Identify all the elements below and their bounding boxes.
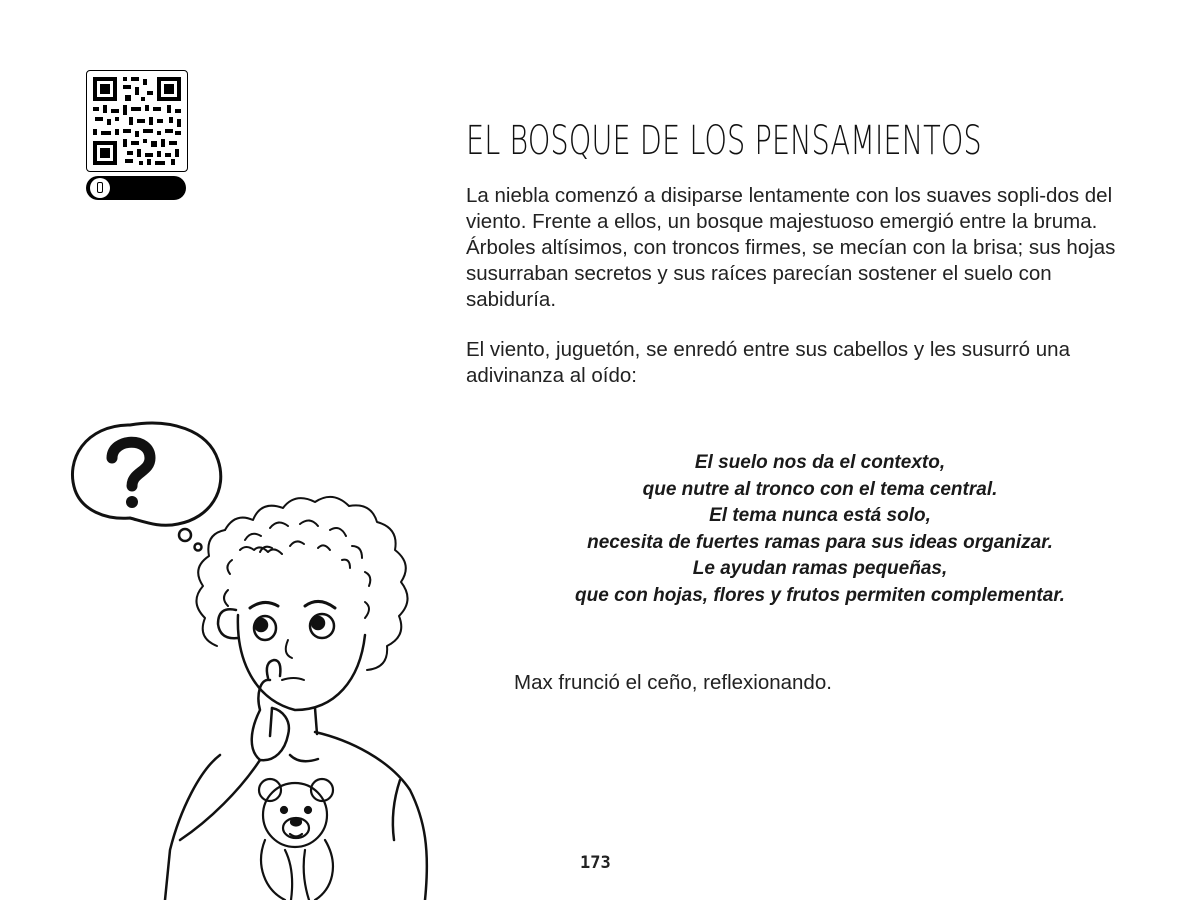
paragraph-2: El viento, juguetón, se enredó entre sus cabellos y les susurró una adivinanza al oído: bbox=[466, 338, 1070, 387]
phone-icon bbox=[90, 178, 110, 198]
qr-code-icon[interactable] bbox=[86, 70, 188, 172]
thinking-child-illustration bbox=[60, 410, 460, 900]
page-number: 173 bbox=[580, 853, 611, 873]
page-title: EL BOSQUE DE LOS PENSAMIENTOS bbox=[466, 118, 982, 164]
closing-sentence: Max frunció el ceño, reflexionando. bbox=[514, 671, 832, 694]
riddle-line: Le ayudan ramas pequeñas, bbox=[692, 558, 948, 579]
riddle-line: que con hojas, flores y frutos permiten complementar. bbox=[575, 584, 1065, 606]
riddle-line: necesita de fuertes ramas para sus ideas organizar. bbox=[587, 531, 1053, 553]
qr-phone-bar bbox=[86, 176, 186, 200]
qr-code-block[interactable] bbox=[86, 70, 188, 200]
riddle bbox=[520, 450, 1120, 609]
riddle-line: que nutre al tronco con el tema central. bbox=[642, 478, 998, 500]
question-mark-icon bbox=[112, 442, 150, 486]
thought-bubble-icon bbox=[72, 423, 220, 550]
riddle-line: El tema nunca está solo, bbox=[709, 505, 931, 526]
riddle-line: El suelo nos da el contexto, bbox=[694, 452, 946, 473]
paragraph-1: La niebla comenzó a disiparse lentamente con los suaves sopli-dos del viento. Frente a ellos, un bosque majestuoso emergió entre la bruma. Árboles altísimos, con troncos firmes, se mecían con la brisa; sus hojas susurraban secretos y sus raíces parecían sostener el suelo con sabiduría. bbox=[466, 184, 1116, 311]
